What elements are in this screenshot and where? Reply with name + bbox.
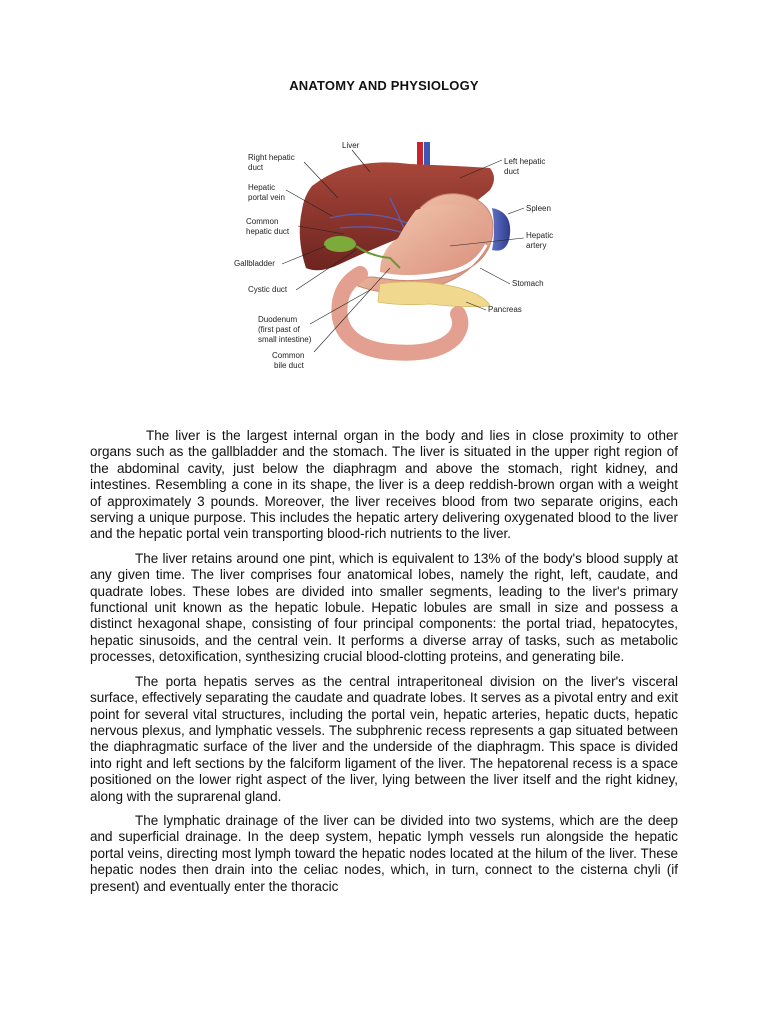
label-spleen: Spleen [526, 204, 551, 213]
spleen-shape [492, 208, 510, 251]
label-right-hepatic-duct-1: Right hepatic [248, 153, 295, 162]
liver-anatomy-figure [234, 138, 560, 374]
label-duodenum-1: Duodenum [258, 315, 298, 324]
label-common-hepatic-duct-2: hepatic duct [246, 227, 290, 236]
pancreas-shape [378, 282, 490, 307]
paragraph-2: The liver retains around one pint, which is equivalent to 13% of the body's blood supply at any given time. The liver comprises four anatomical lobes, namely the right, left, caudate, and quadrate lobes. These lobes are divided into smaller segments, leading to the liver's primary functional unit known as the hepatic lobule. Hepatic lobules are small in size and possess a distinct hexagonal shape, consisting of four principal components: the portal triad, hepatocytes, hepatic sinusoids, and the central vein. It performs a diverse array of tasks, such as metabolic processes, detoxification, synthesizing crucial blood-clotting proteins, and generating bile. [90, 550, 678, 665]
label-duodenum-3: small intestine) [258, 335, 312, 344]
label-hepatic-portal-vein-2: portal vein [248, 193, 285, 202]
liver-anatomy-illustration [234, 138, 560, 374]
label-right-hepatic-duct-2: duct [248, 163, 264, 172]
label-liver: Liver [342, 141, 360, 150]
label-left-hepatic-duct-1: Left hepatic [504, 157, 546, 166]
label-gallbladder: Gallbladder [234, 259, 275, 268]
page-title: ANATOMY AND PHYSIOLOGY [289, 78, 479, 93]
label-common-hepatic-duct-1: Common [246, 217, 279, 226]
label-common-bile-duct-1: Common [272, 351, 305, 360]
body-text [90, 428, 678, 903]
label-cystic-duct: Cystic duct [248, 285, 288, 294]
label-stomach: Stomach [512, 279, 544, 288]
label-hepatic-portal-vein-1: Hepatic [248, 183, 276, 192]
label-hepatic-artery-1: Hepatic [526, 231, 554, 240]
paragraph-3: The porta hepatis serves as the central intraperitoneal division on the liver's visceral surface, effectively separating the caudate and quadrate lobes. It serves as a pivotal entry and exit point for several vital structures, including the portal vein, hepatic arteries, hepatic ducts, hepatic nervous plexus, and lymphatic vessels. The subphrenic recess represents a gap situated between the diaphragmatic surface of the liver and the underside of the diaphragm. This space is divided into right and left sections by the falciform ligament of the liver. The hepatorenal recess is a space positioned on the lower right aspect of the liver, lying between the liver itself and the right kidney, along with the suprarenal gland. [90, 673, 678, 804]
paragraph-1: The liver is the largest internal organ in the body and lies in close proximity to other organs such as the gallbladder and the stomach. The liver is situated in the upper right region of the abdominal cavity, just below the diaphragm and above the stomach, right kidney, and intestines. Resembling a cone in its shape, the liver is a deep reddish-brown organ with a weight of approximately 3 pounds. Moreover, the liver receives blood from two separate origins, each serving a unique purpose. This includes the hepatic artery delivering oxygenated blood to the liver and the hepatic portal vein transporting blood-rich nutrients to the liver. [90, 428, 678, 542]
label-hepatic-artery-2: artery [526, 241, 547, 250]
label-duodenum-2: (first past of [258, 325, 300, 334]
label-common-bile-duct-2: bile duct [274, 361, 304, 370]
gallbladder-shape [324, 236, 356, 252]
paragraph-4: The lymphatic drainage of the liver can be divided into two systems, which are the deep and superficial drainage. In the deep system, hepatic lymph vessels run alongside the hepatic portal veins, directing most lymph toward the hepatic nodes located at the hilum of the liver. These hepatic nodes then drain into the celiac nodes, which, in turn, connect to the cisterna chyli (if present) and eventually enter the thoracic [90, 812, 678, 894]
label-left-hepatic-duct-2: duct [504, 167, 520, 176]
label-pancreas: Pancreas [488, 305, 522, 314]
